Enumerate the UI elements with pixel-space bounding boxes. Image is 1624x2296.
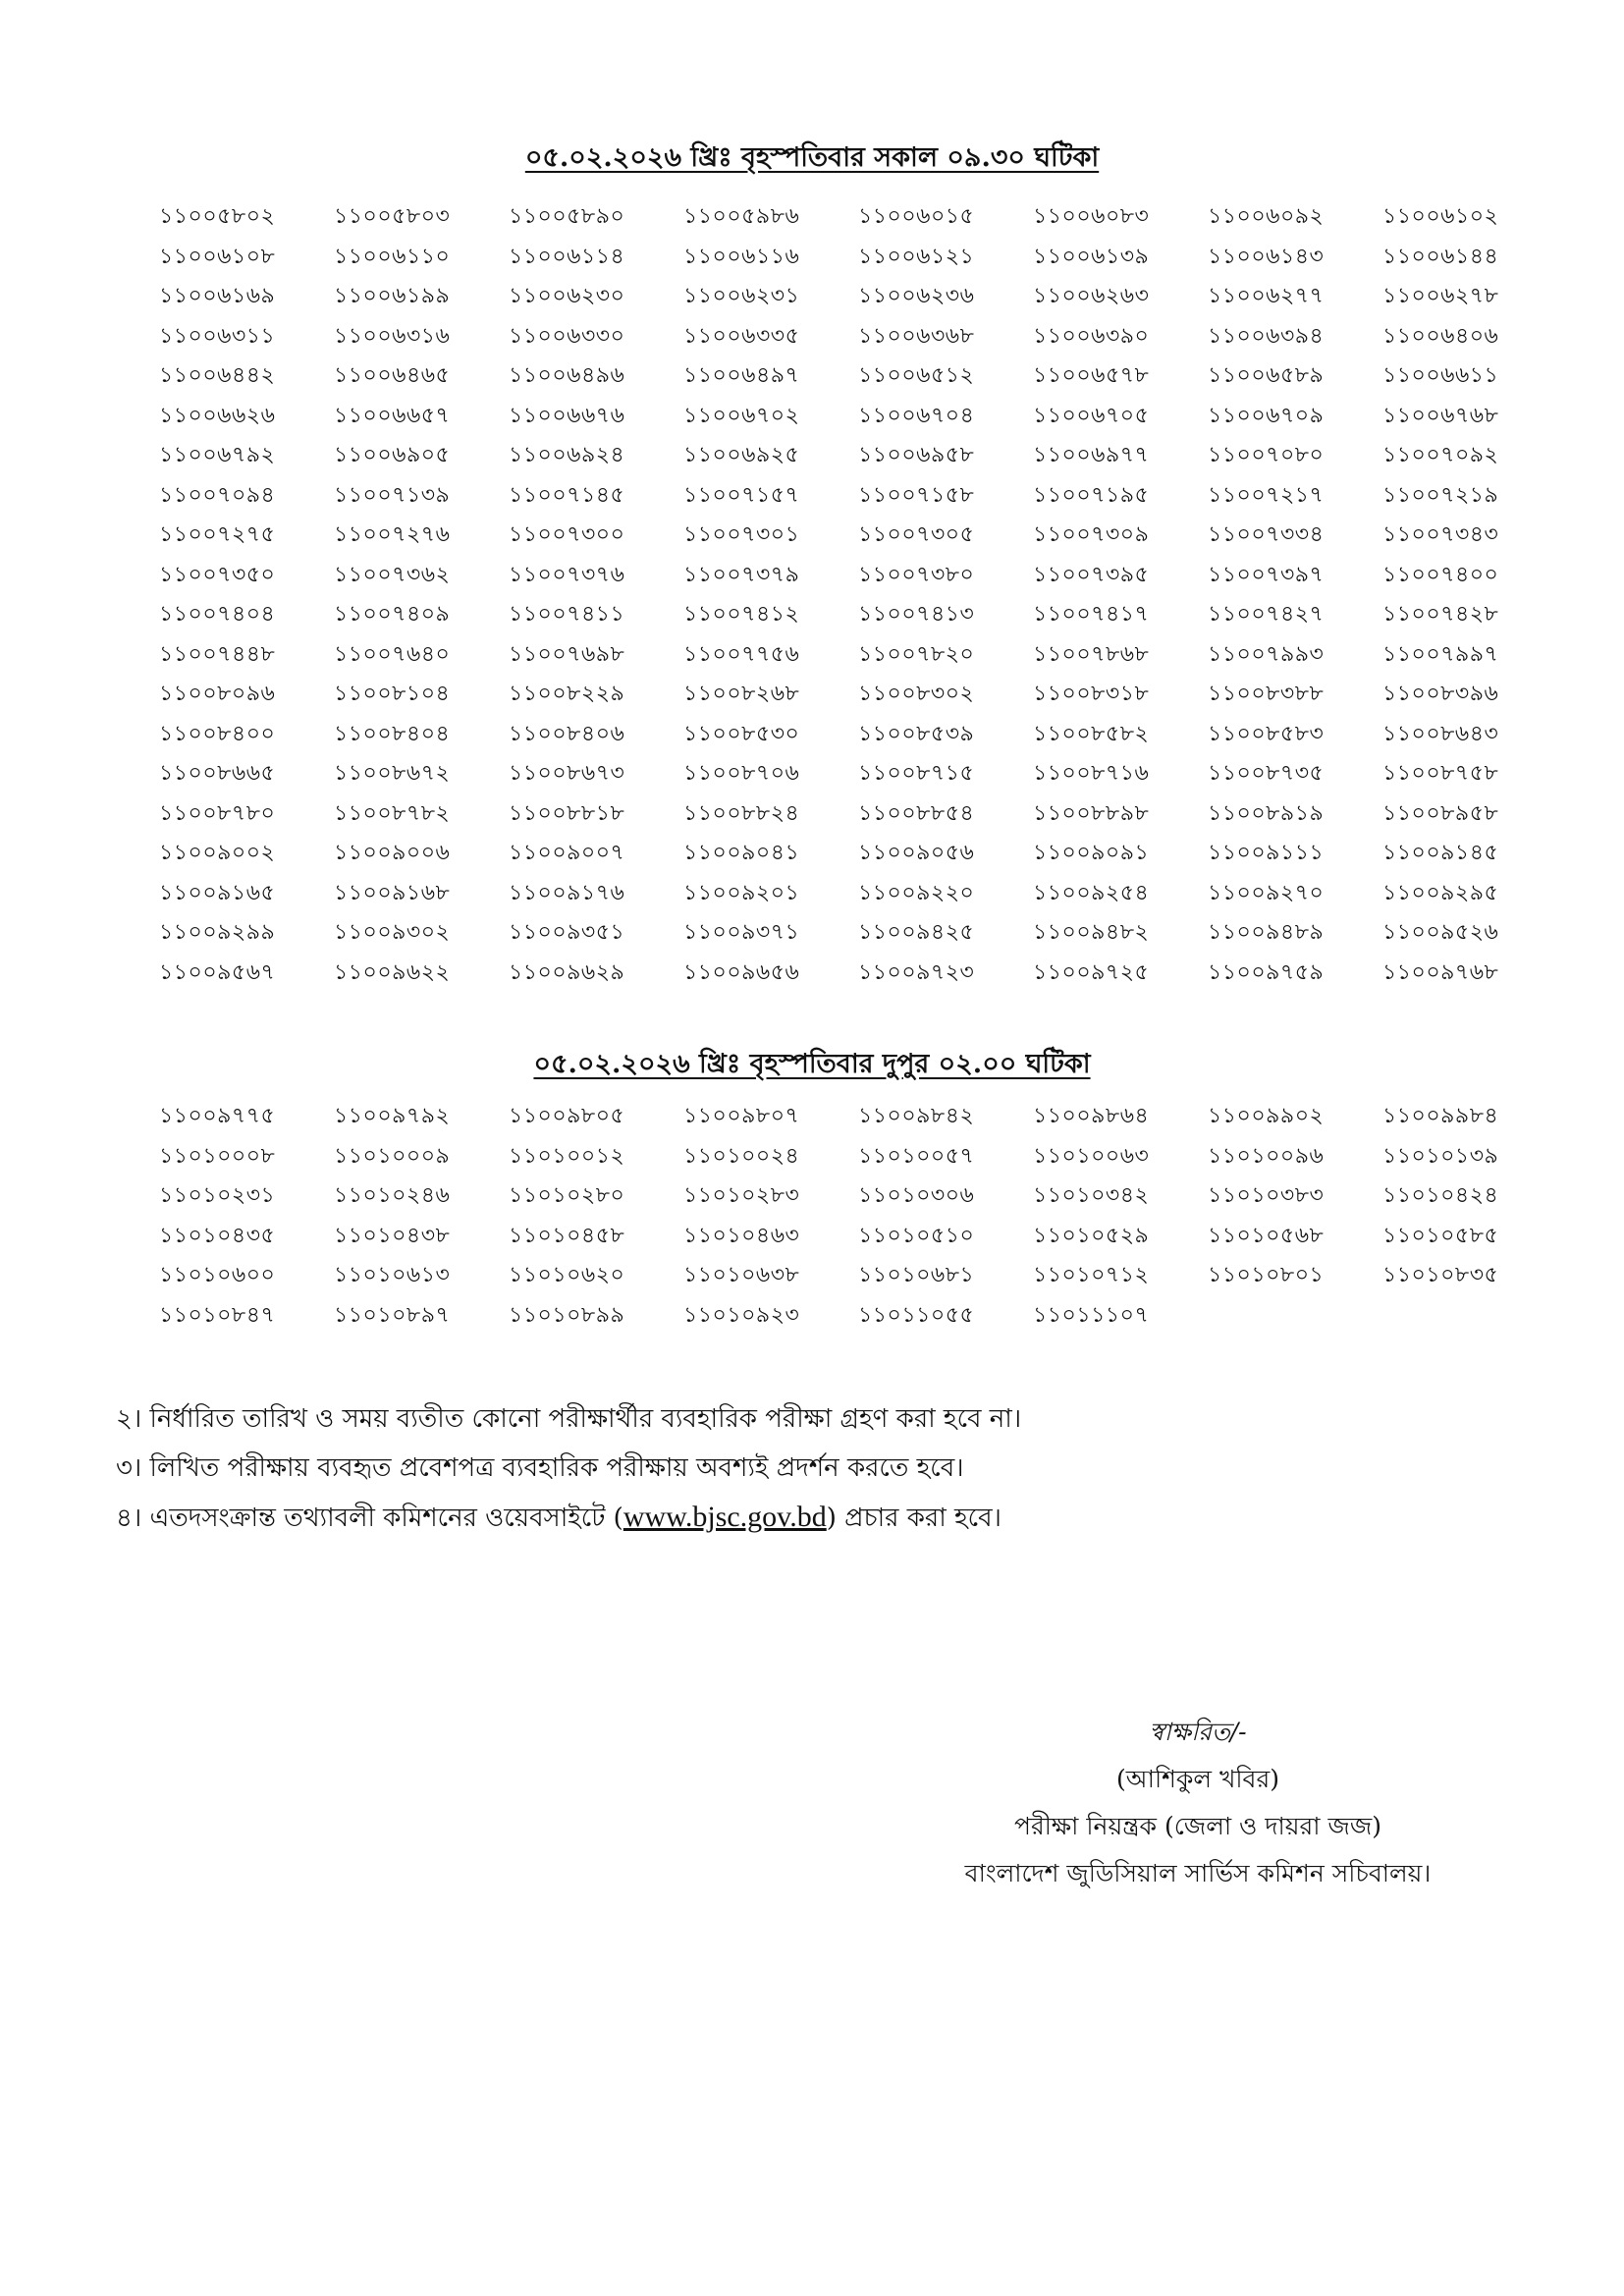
roll-number: ১১০০৬২৩০ — [509, 284, 625, 308]
roll-number: ১১০০৬৩৬৮ — [858, 323, 975, 349]
roll-number: ১১০১০০১২ — [509, 1143, 625, 1169]
roll-number: ১১০১০৮৩৫ — [1382, 1263, 1499, 1287]
roll-number: ১১০০৬৯২৪ — [509, 443, 625, 467]
roll-number: ১১০১০০৯৬ — [1208, 1143, 1325, 1169]
roll-number: ১১০১০৬৩৮ — [683, 1263, 800, 1287]
roll-number: ১১০০৮৪০৬ — [509, 721, 625, 746]
roll-number: ১১০০৯২২০ — [858, 880, 975, 905]
roll-number: ১১০০৬৩১৬ — [334, 323, 451, 349]
session1-heading-text: ০৫.০২.২০২৬ খ্রিঃ বৃহস্পতিবার সকাল ০৯.৩০ ঘটিকা — [524, 142, 1100, 173]
roll-number: ১১০০৬২৭৮ — [1382, 284, 1499, 308]
roll-number: ১১০১০৫১০ — [858, 1223, 975, 1248]
roll-number: ১১০০৯৫৬৭ — [159, 959, 276, 985]
roll-number: ১১০০৭২৭৫ — [159, 522, 276, 547]
roll-number: ১১০১০০৫৭ — [858, 1143, 975, 1169]
roll-number: ১১০০৭৩৭৯ — [683, 562, 800, 587]
roll-number: ১১০০৫৮৯০ — [509, 204, 625, 229]
roll-number: ১১০০৭৩৭৬ — [509, 562, 625, 587]
roll-number: ১১০১০৭১২ — [1033, 1263, 1150, 1287]
roll-number: ১১০০৬৪০৬ — [1382, 323, 1499, 349]
session2-heading — [0, 1044, 1624, 1088]
roll-number: ১১০০৬৪৯৬ — [509, 363, 625, 388]
roll-number: ১১০০৬৬৭৬ — [509, 403, 625, 428]
roll-number: ১১০০৭৭৫৬ — [683, 641, 800, 667]
roll-number: ১১০০৬১৪৪ — [1382, 244, 1499, 269]
roll-number: ১১০১০২৮৩ — [683, 1183, 800, 1208]
roll-number: ১১০১০৫৬৮ — [1208, 1223, 1325, 1248]
roll-number: ১১০০৯০৫৬ — [858, 841, 975, 865]
session1-heading — [0, 137, 1624, 182]
roll-number: ১১০১০৩৮৩ — [1208, 1183, 1325, 1208]
roll-number: ১১০০৬১১৪ — [509, 244, 625, 269]
roll-number: ১১০০৯৯০২ — [1208, 1104, 1325, 1128]
note-number: ৪। — [116, 1503, 142, 1533]
note-number: ২। — [116, 1404, 142, 1434]
roll-number: ১১০১০২৮০ — [509, 1183, 625, 1208]
roll-number: ১১০০৯১৬৫ — [159, 880, 276, 905]
session1-roll-grid — [159, 197, 1514, 993]
roll-number: ১১০০৭৪৪৮ — [159, 641, 276, 667]
roll-number: ১১০০৭১৫৮ — [858, 482, 975, 508]
roll-number: ১১০১১০৫৫ — [858, 1302, 975, 1328]
roll-number: ১১০০৭০৮০ — [1208, 443, 1325, 467]
roll-number: ১১০০৯৭৭৫ — [159, 1104, 276, 1128]
roll-number: ১১০০৮০৯৬ — [159, 682, 276, 706]
roll-number: ১১০১০২৩১ — [159, 1183, 276, 1208]
roll-number: ১১০০৮২২৯ — [509, 682, 625, 706]
roll-number: ১১০০৯৮০৭ — [683, 1104, 800, 1128]
roll-number: ১১০০৯৭২৫ — [1033, 959, 1150, 985]
roll-number: ১১০০৭৩০৯ — [1033, 522, 1150, 547]
roll-number: ১১০১০৪৩৮ — [334, 1223, 451, 1248]
signatory-office: বাংলাদেশ জুডিসিয়াল সার্ভিস কমিশন সচিবালয়। — [964, 1859, 1432, 1887]
roll-number: ১১০০৮৮৯৮ — [1033, 800, 1150, 826]
roll-number: ১১০০৯৯৮৪ — [1382, 1104, 1499, 1128]
roll-number: ১১০০৬৭০৫ — [1033, 403, 1150, 428]
roll-number: ১১০০৯০৯১ — [1033, 841, 1150, 865]
note-text-after: ) প্রচার করা হবে। — [826, 1503, 1001, 1533]
note-2 — [116, 1394, 1510, 1444]
roll-number: ১১০০৯০০৭ — [509, 841, 625, 865]
roll-number: ১১০০৮৩৮৮ — [1208, 682, 1325, 706]
roll-number: ১১০১০৫২৯ — [1033, 1223, 1150, 1248]
roll-number: ১১০০৯৬৫৬ — [683, 959, 800, 985]
roll-number: ১১০০৯২০১ — [683, 880, 800, 905]
roll-number: ১১০১০২৪৬ — [334, 1183, 451, 1208]
roll-number: ১১০০৬৯৫৮ — [858, 443, 975, 467]
roll-number: ১১০০৭৩৫০ — [159, 562, 276, 587]
roll-number: ১১০০৮৫৮৩ — [1208, 721, 1325, 746]
roll-number: ১১০০৮৩১৮ — [1033, 682, 1150, 706]
roll-number: ১১০০৮১০৪ — [334, 682, 451, 706]
roll-number: ১১০০৬৪৬৫ — [334, 363, 451, 388]
roll-number: ১১০০৬৬২৬ — [159, 403, 276, 428]
roll-number: ১১০০৮৬৭২ — [334, 761, 451, 786]
roll-number: ১১০০৯০৪১ — [683, 841, 800, 865]
roll-number: ১১০০৭৪১১ — [509, 602, 625, 627]
roll-number: ১১০০৬৯২৫ — [683, 443, 800, 467]
signatory-designation: পরীক্ষা নিয়ন্ত্রক (জেলা ও দায়রা জজ) — [1014, 1812, 1381, 1840]
roll-number: ১১০০৭৪১৭ — [1033, 602, 1150, 627]
roll-number: ১১০০৮৭৮০ — [159, 800, 276, 826]
roll-number: ১১০০৮৯১৯ — [1208, 800, 1325, 826]
roll-number: ১১০০৬১৩৯ — [1033, 244, 1150, 269]
roll-number: ১১০০৮৩৯৬ — [1382, 682, 1499, 706]
roll-number: ১১০১০৪৬৩ — [683, 1223, 800, 1248]
session2-heading-text: ০৫.০২.২০২৬ খ্রিঃ বৃহস্পতিবার দুপুর ০২.০০ ঘটিকা — [533, 1049, 1091, 1079]
roll-number: ১১০০৭৪২৮ — [1382, 602, 1499, 627]
roll-number: ১১০০৬১১৬ — [683, 244, 800, 269]
roll-number: ১১০০৮৮১৮ — [509, 800, 625, 826]
roll-number: ১১০১০০০৯ — [334, 1143, 451, 1169]
roll-number: ১১০০৯৩০২ — [334, 920, 451, 945]
roll-number: ১১০০৮৬৭৩ — [509, 761, 625, 786]
signature-block — [884, 1709, 1512, 1897]
roll-number: ১১০০৭৯৯৩ — [1208, 641, 1325, 667]
roll-number: ১১০১১১০৭ — [1033, 1302, 1150, 1328]
roll-number: ১১০১০৬২০ — [509, 1263, 625, 1287]
roll-number: ১১০০৬৫৮৯ — [1208, 363, 1325, 388]
roll-number: ১১০০৯৩৫১ — [509, 920, 625, 945]
roll-number: ১১০০৭৪১৩ — [858, 602, 975, 627]
roll-number: ১১০১০৬৮১ — [858, 1263, 975, 1287]
roll-number: ১১০১০৪৫৮ — [509, 1223, 625, 1248]
roll-number: ১১০০৭৪০৪ — [159, 602, 276, 627]
roll-number: ১১০১০৪৩৫ — [159, 1223, 276, 1248]
roll-number: ১১০০৯৮৪২ — [858, 1104, 975, 1128]
note-3 — [116, 1444, 1510, 1493]
roll-number: ১১০১০৮০১ — [1208, 1263, 1325, 1287]
roll-number: ১১০০৯৪২৫ — [858, 920, 975, 945]
roll-number: ১১০০৬৭০২ — [683, 403, 800, 428]
roll-number: ১১০১০৯২৩ — [683, 1302, 800, 1328]
roll-number: ১১০০৭৩০৫ — [858, 522, 975, 547]
roll-number: ১১০০৯২৫৪ — [1033, 880, 1150, 905]
roll-number: ১১০০৯২৯৯ — [159, 920, 276, 945]
roll-number: ১১০০৫৮০২ — [159, 204, 276, 229]
roll-number: ১১০০৭৬৯৮ — [509, 641, 625, 667]
roll-number: ১১০০৭২১৯ — [1382, 482, 1499, 508]
roll-number: ১১০০৯২৯৫ — [1382, 880, 1499, 905]
roll-number: ১১০০৮৩০২ — [858, 682, 975, 706]
roll-number: ১১০০৯৫২৬ — [1382, 920, 1499, 945]
roll-number: ১১০০৬৯০৫ — [334, 443, 451, 467]
roll-number: ১১০০৬৭০৪ — [858, 403, 975, 428]
roll-number: ১১০০৭৩৯৭ — [1208, 562, 1325, 587]
roll-number: ১১০০৬২৭৭ — [1208, 284, 1325, 308]
roll-number: ১১০০৮৮২৪ — [683, 800, 800, 826]
roll-number: ১১০০৬৪৪২ — [159, 363, 276, 388]
roll-number: ১১০০৮৫৩৯ — [858, 721, 975, 746]
roll-number: ১১০০৮৭৫৮ — [1382, 761, 1499, 786]
roll-number: ১১০০৯২৭০ — [1208, 880, 1325, 905]
roll-number: ১১০০৬১৬৯ — [159, 284, 276, 308]
roll-number: ১১০০৬৭৬৮ — [1382, 403, 1499, 428]
roll-number: ১১০০৬১৪৩ — [1208, 244, 1325, 269]
roll-number: ১১০১০০০৮ — [159, 1143, 276, 1169]
roll-number: ১১০০৭১৪৫ — [509, 482, 625, 508]
roll-number: ১১০০৮৭৮২ — [334, 800, 451, 826]
roll-number: ১১০০৭৩৮০ — [858, 562, 975, 587]
roll-number: ১১০০৭৪১২ — [683, 602, 800, 627]
roll-number: ১১০০৭১৫৭ — [683, 482, 800, 508]
roll-number: ১১০০৭৪০০ — [1382, 562, 1499, 587]
roll-number: ১১০০৭০৯২ — [1382, 443, 1499, 467]
roll-number: ১১০০৮৪০০ — [159, 721, 276, 746]
roll-number: ১১০০৭৯৯৭ — [1382, 641, 1499, 667]
roll-number: ১১০০৯৭২৩ — [858, 959, 975, 985]
roll-number: ১১০০৭১৩৯ — [334, 482, 451, 508]
roll-number: ১১০০৭৩৪৩ — [1382, 522, 1499, 547]
roll-number: ১১০০৬১৯৯ — [334, 284, 451, 308]
roll-number: ১১০০৬১০৮ — [159, 244, 276, 269]
roll-number: ১১০০৭১৯৫ — [1033, 482, 1150, 508]
roll-number: ১১০০৬২৩১ — [683, 284, 800, 308]
roll-number: ১১০০৬৫১২ — [858, 363, 975, 388]
roll-number: ১১০১০৬০০ — [159, 1263, 276, 1287]
roll-number: ১১০০৬১১০ — [334, 244, 451, 269]
roll-number: ১১০০৭৩০১ — [683, 522, 800, 547]
roll-number: ১১০০৯১১১ — [1208, 841, 1325, 865]
roll-number: ১১০০৮৮৫৪ — [858, 800, 975, 826]
roll-number: ১১০০৯৭৯২ — [334, 1104, 451, 1128]
roll-number: ১১০০৬৯৭৭ — [1033, 443, 1150, 467]
roll-number: ১১০০৯৭৫৯ — [1208, 959, 1325, 985]
roll-number: ১১০১০৬১৩ — [334, 1263, 451, 1287]
roll-number: ১১০০৭৮৬৮ — [1033, 641, 1150, 667]
roll-number: ১১০১০৪২৪ — [1382, 1183, 1499, 1208]
roll-number: ১১০০৮৪০৪ — [334, 721, 451, 746]
roll-number: ১১০০৬৬১১ — [1382, 363, 1499, 388]
roll-number: ১১০০৮৬৬৫ — [159, 761, 276, 786]
roll-number: ১১০০৯১৬৮ — [334, 880, 451, 905]
roll-number: ১১০০৭৩৯৫ — [1033, 562, 1150, 587]
roll-number: ১১০১০৫৮৫ — [1382, 1223, 1499, 1248]
roll-number: ১১০০৬৭৯২ — [159, 443, 276, 467]
roll-number: ১১০০৮৫৩০ — [683, 721, 800, 746]
roll-number: ১১০০৬৭০৯ — [1208, 403, 1325, 428]
roll-number: ১১০০৯৬২৯ — [509, 959, 625, 985]
roll-number: ১১০০৯০০২ — [159, 841, 276, 865]
roll-number: ১১০০৯৮৬৪ — [1033, 1104, 1150, 1128]
roll-number: ১১০০৫৮০৩ — [334, 204, 451, 229]
roll-number: ১১০১০৮৯৯ — [509, 1302, 625, 1328]
roll-number: ১১০০৯০০৬ — [334, 841, 451, 865]
signed-label: স্বাক্ষরিত/- — [1149, 1718, 1247, 1746]
roll-number: ১১০০৭৪২৭ — [1208, 602, 1325, 627]
signatory-name: (আশিকুল খবির) — [1116, 1765, 1279, 1793]
roll-number: ১১০০৮৯৫৮ — [1382, 800, 1499, 826]
roll-number: ১১০০৭৮২০ — [858, 641, 975, 667]
roll-number: ১১০০৮২৬৮ — [683, 682, 800, 706]
roll-number: ১১০০৬৩৩০ — [509, 323, 625, 349]
roll-number: ১১০০৬৩৯৪ — [1208, 323, 1325, 349]
roll-number: ১১০১০০৬৩ — [1033, 1143, 1150, 1169]
roll-number: ১১০০৭২৭৬ — [334, 522, 451, 547]
roll-number: ১১০০৯৮০৫ — [509, 1104, 625, 1128]
roll-number: ১১০০৭৩৩৪ — [1208, 522, 1325, 547]
roll-number: ১১০০৬১২১ — [858, 244, 975, 269]
session2-roll-grid — [159, 1097, 1514, 1336]
roll-number: ১১০০৮৬৪৩ — [1382, 721, 1499, 746]
roll-number: ১১০০৮৭১৫ — [858, 761, 975, 786]
note-text: লিখিত পরীক্ষায় ব্যবহৃত প্রবেশপত্র ব্যবহারিক পরীক্ষায় অবশ্যই প্রদর্শন করতে হবে। — [149, 1453, 964, 1483]
roll-number: ১১০০৬৬৫৭ — [334, 403, 451, 428]
roll-number: ১১০০৬০১৫ — [858, 204, 975, 229]
roll-number: ১১০১০৩০৬ — [858, 1183, 975, 1208]
roll-number: ১১০১০০২৪ — [683, 1143, 800, 1169]
roll-number: ১১০০৬০৮৩ — [1033, 204, 1150, 229]
roll-number: ১১০০৬২৩৬ — [858, 284, 975, 308]
roll-number: ১১০০৯১৪৫ — [1382, 841, 1499, 865]
roll-number: ১১০০৬৩৯০ — [1033, 323, 1150, 349]
note-4 — [116, 1493, 1510, 1543]
roll-number: ১১০০৭৩০০ — [509, 522, 625, 547]
note-text: এতদসংক্রান্ত তথ্যাবলী কমিশনের ওয়েবসাইটে ( — [149, 1503, 623, 1533]
roll-number: ১১০০৫৯৮৬ — [683, 204, 800, 229]
roll-number: ১১০০৬৩৩৫ — [683, 323, 800, 349]
roll-number: ১১০০৭৬৪০ — [334, 641, 451, 667]
roll-number: ১১০০৬৩১১ — [159, 323, 276, 349]
roll-number: ১১০০৬৫৭৮ — [1033, 363, 1150, 388]
roll-number: ১১০০৭০৯৪ — [159, 482, 276, 508]
roll-number: ১১০০৯১৭৬ — [509, 880, 625, 905]
roll-number: ১১০০৯৬২২ — [334, 959, 451, 985]
roll-number: ১১০০৬১০২ — [1382, 204, 1499, 229]
roll-number: ১১০০৮৭১৬ — [1033, 761, 1150, 786]
roll-number: ১১০০৯৪৮৯ — [1208, 920, 1325, 945]
website-link[interactable]: www.bjsc.gov.bd — [623, 1501, 827, 1533]
roll-number: ১১০০৯৭৬৮ — [1382, 959, 1499, 985]
roll-number: ১১০০৬২৬৩ — [1033, 284, 1150, 308]
notes-list — [116, 1394, 1510, 1543]
roll-number: ১১০১০৮৯৭ — [334, 1302, 451, 1328]
roll-number: ১১০১০১৩৯ — [1382, 1143, 1499, 1169]
roll-number: ১১০১০৮৪৭ — [159, 1302, 276, 1328]
roll-number: ১১০১০৩৪২ — [1033, 1183, 1150, 1208]
roll-number: ১১০০৯৩৭১ — [683, 920, 800, 945]
roll-number: ১১০০৯৪৮২ — [1033, 920, 1150, 945]
roll-number: ১১০০৭২১৭ — [1208, 482, 1325, 508]
note-text: নির্ধারিত তারিখ ও সময় ব্যতীত কোনো পরীক্ষার্থীর ব্যবহারিক পরীক্ষা গ্রহণ করা হবে না। — [149, 1404, 1022, 1434]
roll-number: ১১০০৮৭০৬ — [683, 761, 800, 786]
roll-number: ১১০০৮৭৩৫ — [1208, 761, 1325, 786]
roll-number: ১১০০৭৩৬২ — [334, 562, 451, 587]
roll-number: ১১০০৭৪০৯ — [334, 602, 451, 627]
roll-number: ১১০০৬৪৯৭ — [683, 363, 800, 388]
note-number: ৩। — [116, 1453, 142, 1483]
roll-number: ১১০০৮৫৮২ — [1033, 721, 1150, 746]
roll-number: ১১০০৬০৯২ — [1208, 204, 1325, 229]
